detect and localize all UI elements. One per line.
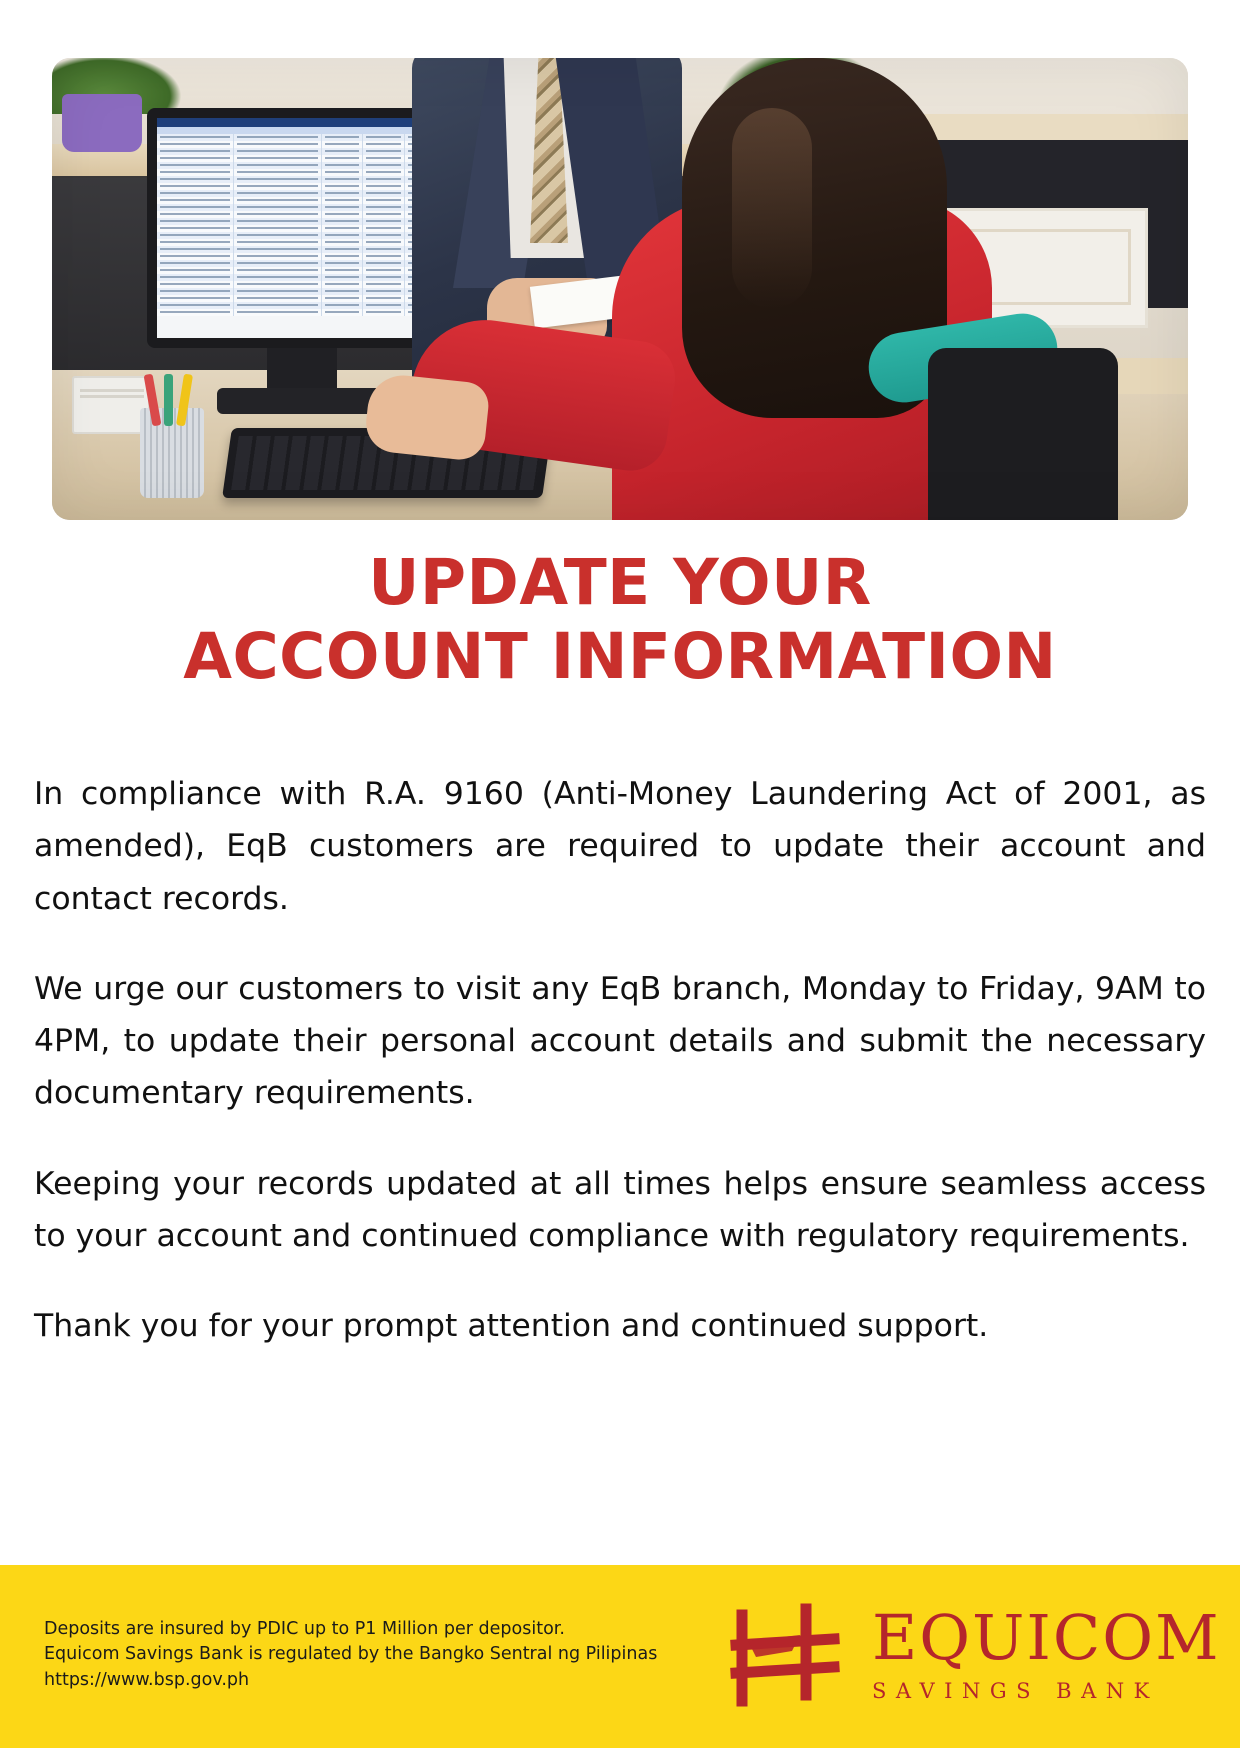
hero-photo	[52, 58, 1188, 520]
legal-line-pdic: Deposits are insured by PDIC up to P1 Million per depositor.	[44, 1619, 565, 1639]
logo-word: EQUICOM	[872, 1601, 1221, 1674]
equicom-logo	[722, 1601, 1221, 1711]
legal-line-bsp: Equicom Savings Bank is regulated by the Bangko Sentral ng Pilipinas	[44, 1644, 658, 1665]
hero-scene	[52, 58, 1188, 520]
page-title	[40, 546, 1200, 695]
footer-bar	[0, 1565, 1240, 1748]
photo-vignette	[52, 58, 1188, 520]
paragraph-compliance: In compliance with R.A. 9160 (Anti-Money Laundering Act of 2001, as amended), EqB customers are required to update their account and contact records.	[34, 776, 1206, 917]
paragraph-thank-you: Thank you for your prompt attention and continued support.	[34, 1308, 989, 1345]
page-title-line-1: UPDATE YOUR	[368, 546, 872, 619]
legal-line-url[interactable]: https://www.bsp.gov.ph	[44, 1669, 250, 1690]
footer-legal-text	[44, 1617, 657, 1693]
equicom-wordmark	[872, 1601, 1221, 1703]
body-copy	[34, 768, 1206, 1353]
paragraph-branch-visit: We urge our customers to visit any EqB branch, Monday to Friday, 9AM to 4PM, to update their personal account details and submit the necessary documentary requirements.	[34, 970, 1206, 1112]
equicom-logomark-icon	[722, 1601, 850, 1709]
paragraph-records-benefit: Keeping your records updated at all times helps ensure seamless access to your account and continued compliance with regulatory requirements.	[34, 1165, 1206, 1254]
logo-subtitle: SAVINGS BANK	[872, 1679, 1159, 1703]
page-title-line-2: ACCOUNT INFORMATION	[183, 620, 1057, 694]
